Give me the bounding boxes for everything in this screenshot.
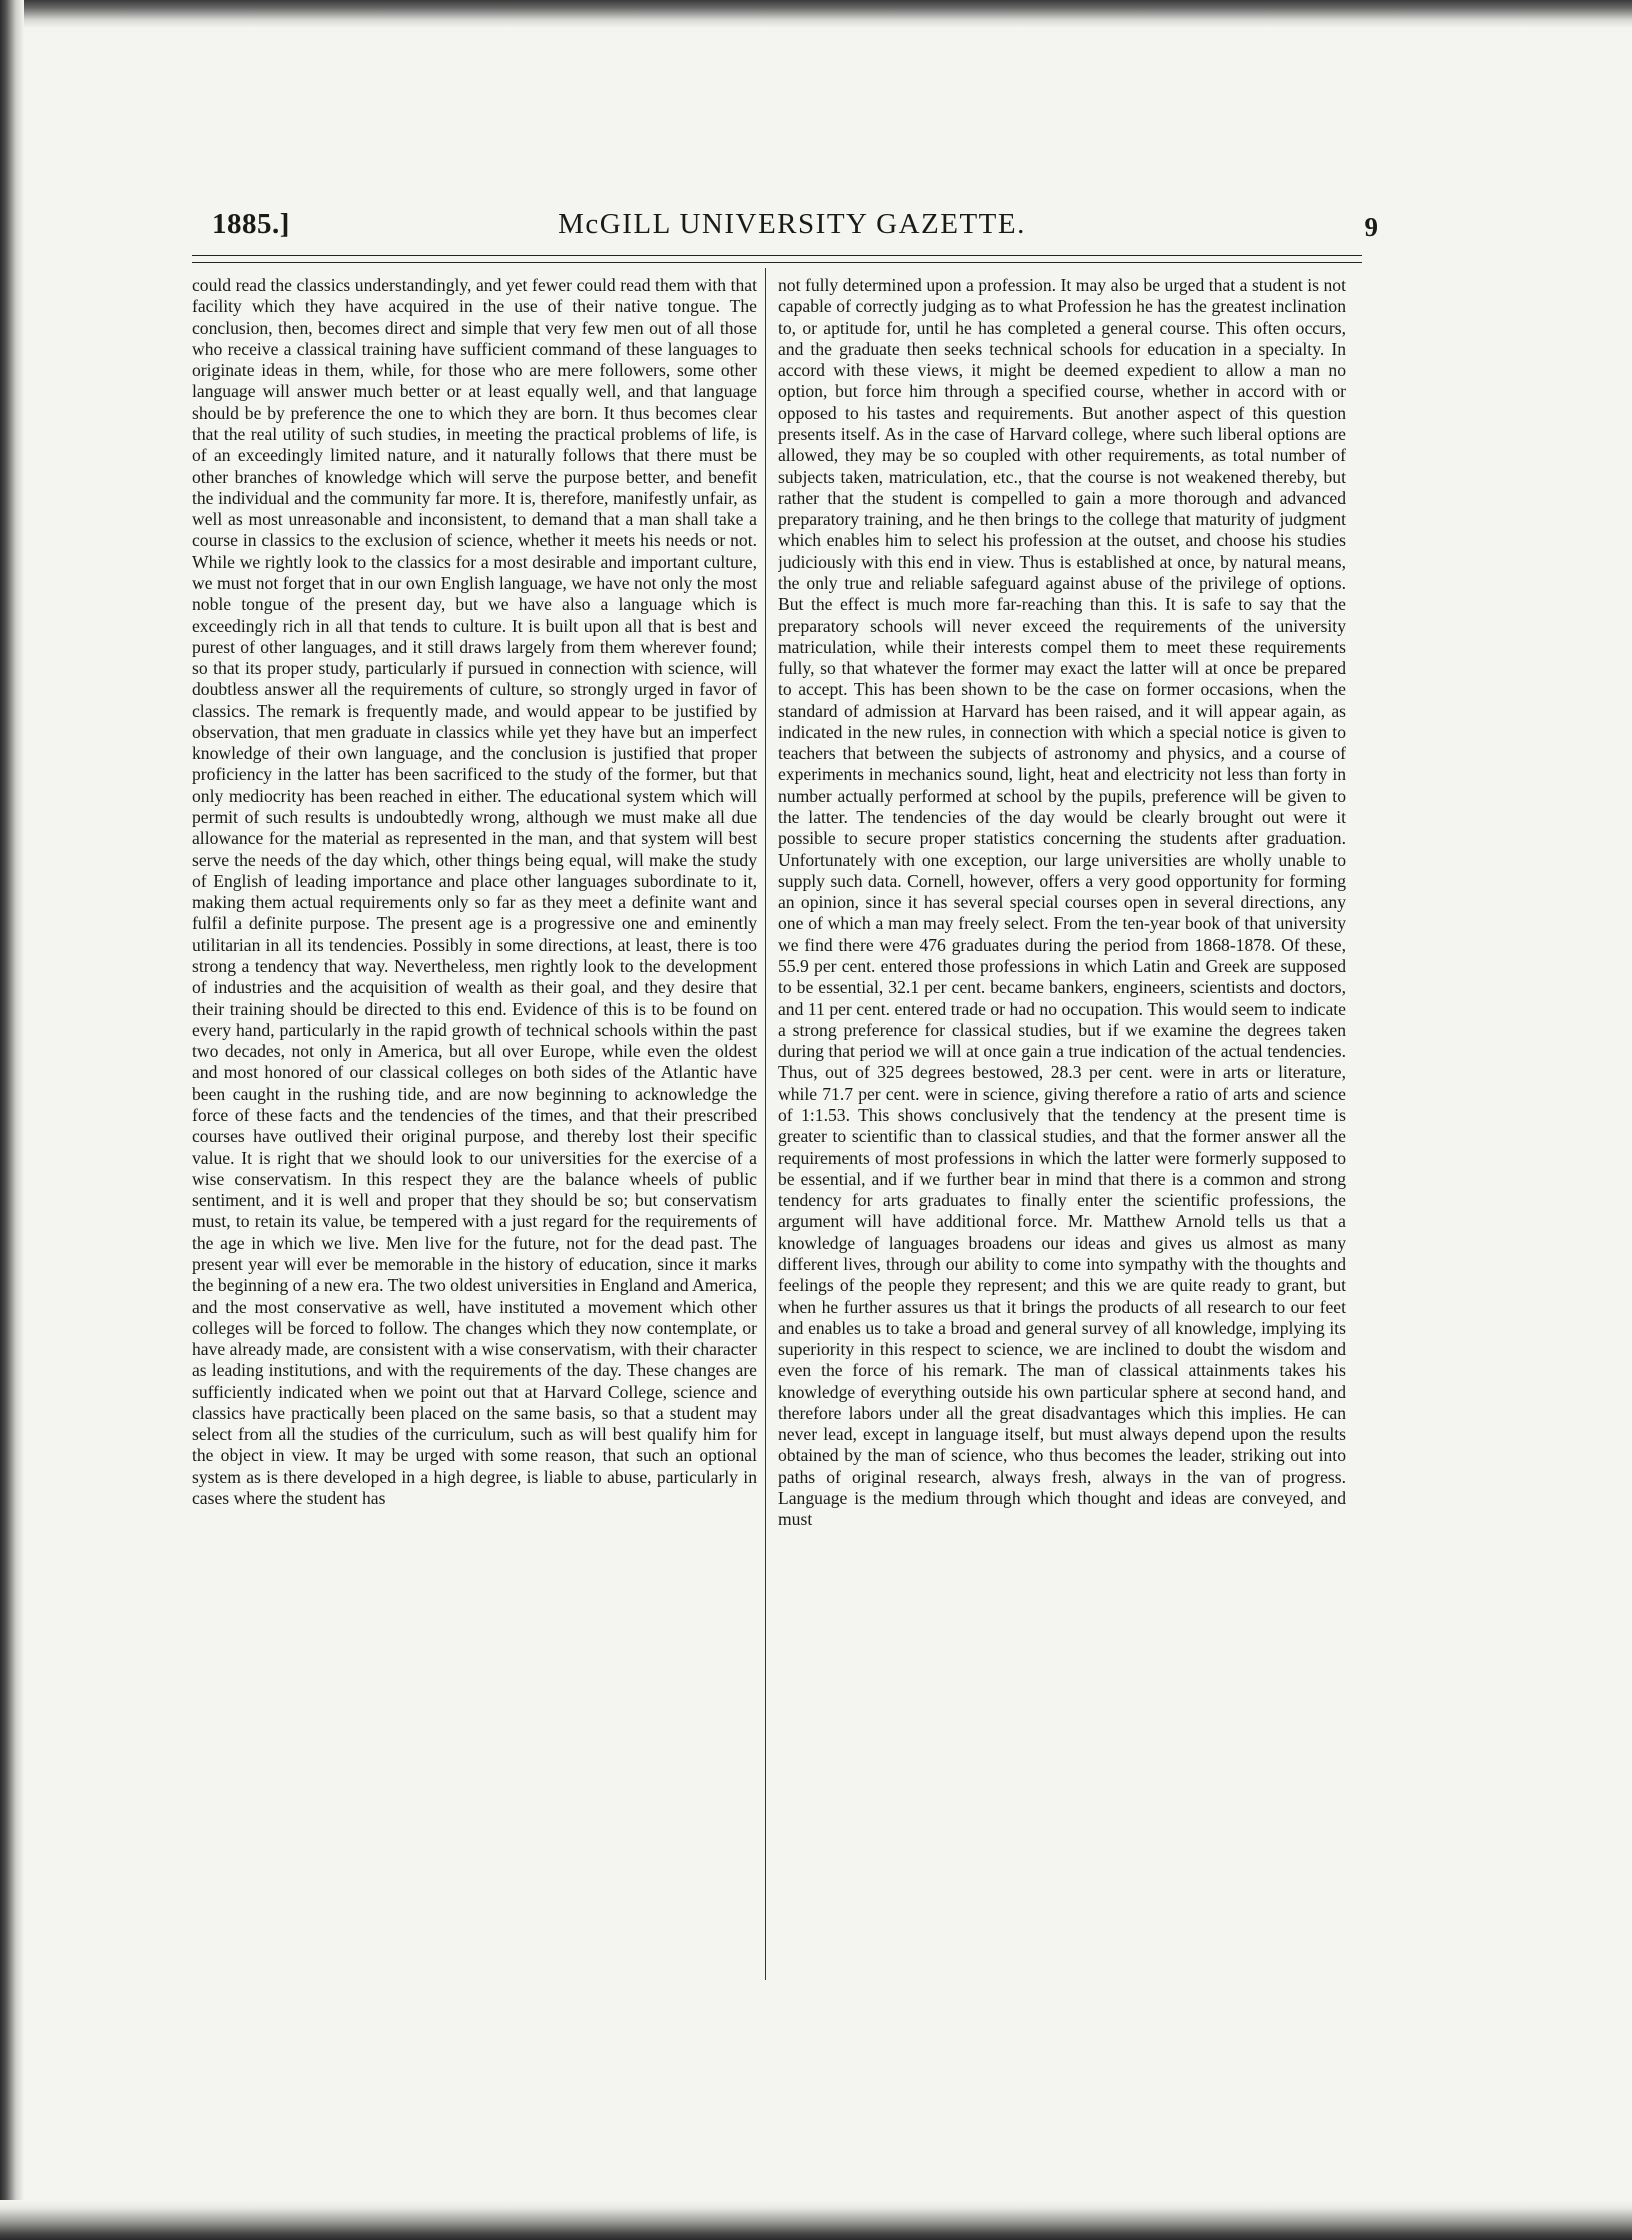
right-column-text: not fully determined upon a profession. It may also be urged that a student is not capable of correctly judging as to what Profession he has the greatest inclination to, or aptitude for, until he has completed a general course. This often occurs, and the graduate then seeks technical schools for education in a specialty. In accord with these views, it might be deemed expedient to allow a man no option, but force him through a specified course, whether in accord with or opposed to his tastes and requirements. But another aspect of this question presents itself. As in the case of Harvard college, where such liberal options are allowed, they may be so coupled with other requirements, as total number of subjects taken, matriculation, etc., that the course is not weakened thereby, but rather that the student is compelled to gain a more thorough and advanced preparatory training, and he then brings to the college that maturity of judgment which enables him to select his profession at the outset, and choose his studies judiciously with this end in view. Thus is established at once, by natural means, the only true and reliable safeguard against abuse of the privilege of options. But the effect is much more far-reaching than this. It is safe to say that the preparatory schools will never exceed the requirements of the university matriculation, while their interests compel them to meet these requirements fully, so that whatever the former may exact the latter will at once be prepared to accept. This has been shown to be the case on former occasions, when the standard of admission at Harvard has been raised, and it will appear again, as indicated in the new rules, in connection with which a special notice is given to teachers that between the subjects of astronomy and physics, and a course of experiments in mechanics sound, light, heat and electricity not less than forty in number actually performed at school by the pupils, preference will be given to the latter. The tendencies of the day would be clearly brought out were it possible to secure proper statistics concerning the students after graduation. Unfortunately with one exception, our large universities are wholly unable to supply such data. Cornell, however, offers a very good opportunity for forming an opinion, since it has several special courses open in several directions, any one of which a man may freely select. From the ten-year book of that university we find there were 476 graduates during the period from 1868-1878. Of these, 55.9 per cent. entered those professions in which Latin and Greek are supposed to be essential, 32.1 per cent. became bankers, engineers, scientists and doctors, and 11 per cent. entered trade or had no occupation. This would seem to indicate a strong preference for classical studies, but if we examine the degrees taken during that period we will at once gain a true indication of the actual tendencies. Thus, out of 325 degrees bestowed, 28.3 per cent. were in arts or literature, while 71.7 per cent. were in science, giving therefore a ratio of arts and science of 1:1.53. This shows conclusively that the tendency at the present time is greater to scientific than to classical studies, and that the former answer all the requirements of most professions in which the latter were formerly supposed to be essential, and if we further bear in mind that there is a common and strong tendency for arts graduates to finally enter the scientific professions, the argument will have additional force. Mr. Matthew Arnold tells us that a knowledge of languages broadens our ideas and gives us almost as many different lives, through our ability to come into sympathy with the thoughts and feelings of the people they represent; and this we are quite ready to grant, but when he further assures us that it brings the products of all research to our feet and enables us to take a broad and general survey of all knowledge, implying its superiority in this respect to science, we are inclined to doubt the wisdom and even the force of his remark. The man of classical attainments takes his knowledge of everything outside his own particular sphere at second hand, and therefore labors under all the great disadvantages which this implies. He can never lead, except in language itself, but must always depend upon the results obtained by the man of science, who thus becomes the leader, striking out into paths of original research, always fresh, always in the van of progress. Language is the medium through which thought and ideas are conveyed, and must [778,275,1346,1530]
issue-year: 1885.] [212,208,290,240]
column-divider [765,268,766,1980]
left-column [192,275,757,1975]
gazette-page [182,0,1378,2240]
scan-edge-left [0,0,24,2240]
running-header [212,208,1378,258]
left-column-text: could read the classics understandingly, and yet fewer could read them with that facility which they have acquired in the use of their native tongue. The conclusion, then, becomes direct and simple that very few men out of all those who receive a classical training have sufficient command of these languages to originate ideas in them, while, for those who are mere followers, some other language will answer much better or at least equally well, and that language should be by preference the one to which they are born. It thus becomes clear that the real utility of such studies, in meeting the practical problems of life, is of an exceedingly limited nature, and it naturally follows that there must be other branches of knowledge which will serve the purpose better, and benefit the individual and the community far more. It is, therefore, manifestly unfair, as well as most unreasonable and inconsistent, to demand that a man shall take a course in classics to the exclusion of science, whether it meets his needs or not. While we rightly look to the classics for a most desirable and important culture, we must not forget that in our own English language, we have not only the most noble tongue of the present day, but we have also a language which is exceedingly rich in all that tends to culture. It is built upon all that is best and purest of other languages, and it still draws largely from them wherever found; so that its proper study, particularly if pursued in connection with science, will doubtless answer all the requirements of culture, so strongly urged in favor of classics. The remark is frequently made, and would appear to be justified by observation, that men graduate in classics while yet they have but an imperfect knowledge of their own language, and the conclusion is justified that proper proficiency in the latter has been sacrificed to the study of the former, but that only mediocrity has been reached in either. The educational system which will permit of such results is undoubtedly wrong, although we must make all due allowance for the material as represented in the man, and that system will best serve the needs of the day which, other things being equal, will make the study of English of leading importance and place other languages subordinate to it, making them actual requirements only so far as they meet a definite want and fulfil a definite purpose. The present age is a progressive one and eminently utilitarian in all its tendencies. Possibly in some directions, at least, there is too strong a tendency that way. Nevertheless, men rightly look to the development of industries and the acquisition of wealth as their goal, and they desire that their training should be directed to this end. Evidence of this is to be found on every hand, particularly in the rapid growth of technical schools within the past two decades, not only in America, but all over Europe, while even the oldest and most honored of our classical colleges on both sides of the Atlantic have been caught in the rushing tide, and are now beginning to acknowledge the force of these facts and the tendencies of the times, and that their prescribed courses have outlived their original purpose, and thereby lost their specific value. It is right that we should look to our universities for the exercise of a wise conservatism. In this respect they are the balance wheels of public sentiment, and it is well and proper that they should be so; but conservatism must, to retain its value, be tempered with a just regard for the requirements of the age in which we live. Men live for the future, not for the dead past. The present year will ever be memorable in the history of education, since it marks the beginning of a new era. The two oldest universities in England and America, and the most conservative as well, have instituted a movement which other colleges will be forced to follow. The changes which they now contemplate, or have already made, are consistent with a wise conservatism, with their character as leading institutions, and with the requirements of the day. These changes are sufficiently indicated when we point out that at Harvard College, science and classics have practically been placed on the same basis, so that a student may select from all the studies of the curriculum, such as will best qualify him for the object in view. It may be urged with some reason, that such an optional system as is there developed in a high degree, is liable to abuse, particularly in cases where the student has [192,275,757,1509]
header-rule-bottom [192,262,1362,263]
page-number: 9 [1364,212,1378,242]
header-rule-top [192,255,1362,256]
publication-title: McGILL UNIVERSITY GAZETTE. [558,208,1026,240]
right-column [778,275,1346,1975]
